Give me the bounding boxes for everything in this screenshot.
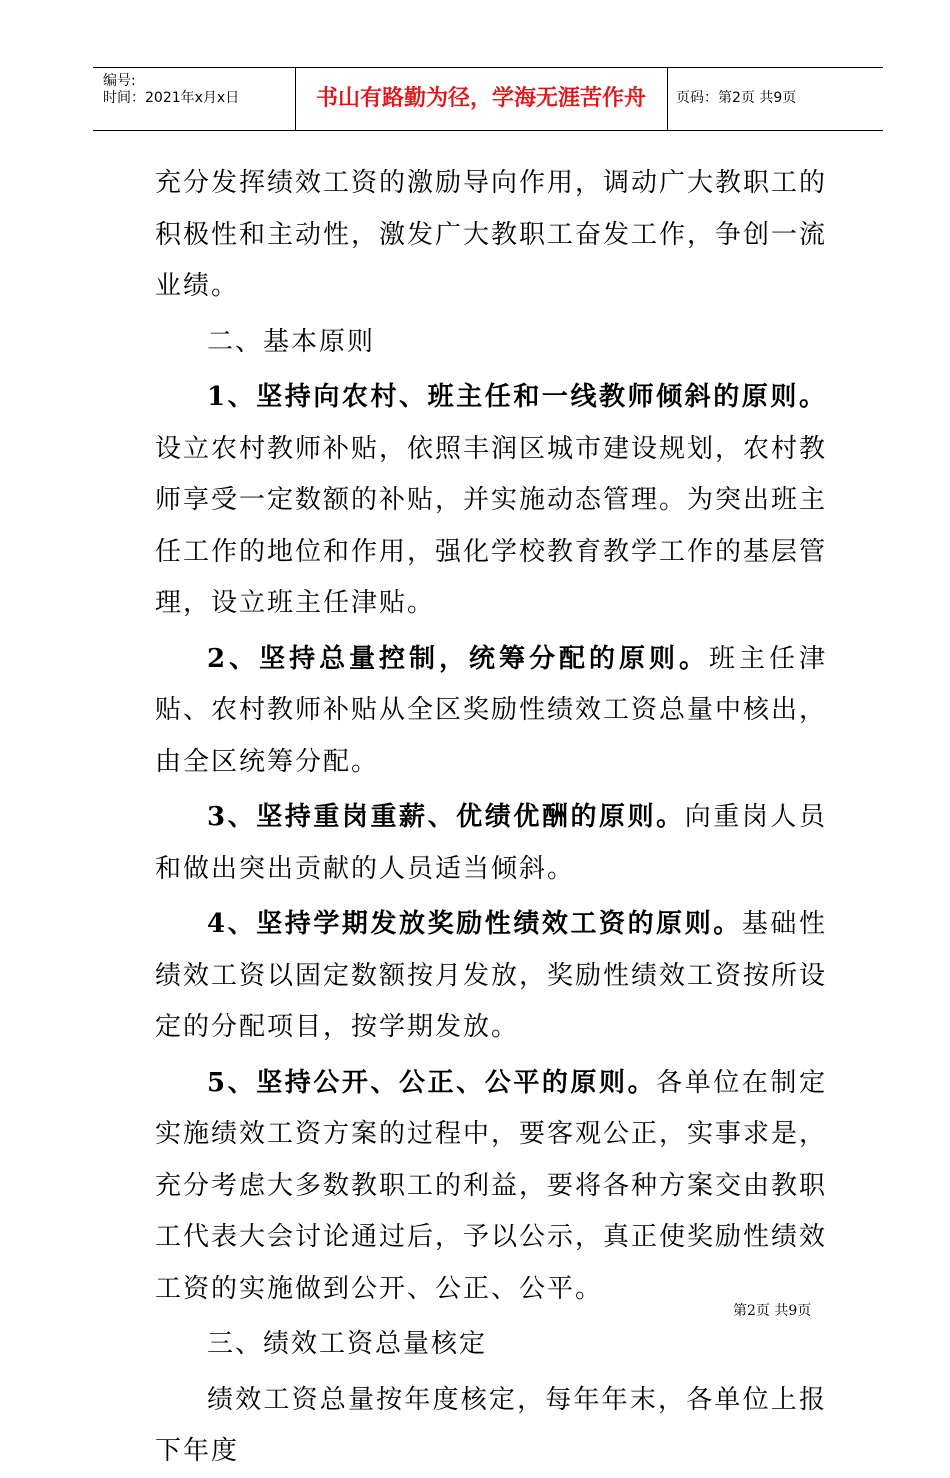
time-label: 时间：2021年x月x日 — [103, 90, 240, 106]
section-heading — [155, 1319, 827, 1371]
principle-title: 3、坚持重岗重薪、优绩优酬的原则。 — [207, 802, 685, 832]
principle-paragraph — [155, 634, 827, 789]
principle-text: 班主任津贴、农村教师补贴从全区奖励性绩效工资总量中核出，由全区统筹分配。 — [155, 643, 828, 777]
header-meta-cell — [93, 68, 296, 130]
page-header — [93, 67, 883, 131]
section-heading-text: 二、基本原则 — [207, 326, 376, 357]
principle-title: 4、坚持学期发放奖励性绩效工资的原则。 — [207, 909, 742, 939]
header-motto-cell — [295, 68, 668, 130]
principle-paragraph — [155, 1058, 827, 1316]
principle-title: 1、坚持向农村、班主任和一线教师倾斜的原则。 — [207, 382, 827, 412]
principle-text: 向重岗人员和做出突出贡献的人员适当倾斜。 — [155, 802, 827, 884]
principle-text: 基础性绩效工资以固定数额按月发放，奖励性绩效工资按所设定的分配项目，按学期发放。 — [155, 909, 828, 1042]
principle-title: 2、坚持总量控制，统筹分配的原则。 — [207, 643, 709, 674]
principle-paragraph — [155, 792, 827, 895]
principle-paragraph — [155, 899, 827, 1054]
number-label: 编号: — [103, 73, 136, 89]
paragraph: 充分发挥绩效工资的激励导向作用，调动广大教职工的积极性和主动性，激发广大教职工奋发工作，争创一流业绩。 — [155, 168, 828, 301]
page-footer: 第2页 共9页 — [733, 1303, 812, 1319]
principle-text: 设立农村教师补贴，依照丰润区城市建设规划，农村教师享受一定数额的补贴，并实施动态管理。为突出班主任工作的地位和作用，强化学校教育教学工作的基层管理，设立班主任津贴。 — [155, 433, 828, 618]
page-label: 页码：第2页 共9页 — [676, 90, 797, 106]
document-body — [155, 158, 827, 1478]
paragraph: 绩效工资总量按年度核定，每年年末，各单位上报下年度 — [155, 1384, 827, 1466]
section-heading — [155, 317, 827, 369]
principle-text: 各单位在制定实施绩效工资方案的过程中，要客观公正，实事求是，充分考虑大多数教职工的利益，要将各种方案交由教职工代表大会讨论通过后，予以公示，真正使奖励性绩效工资的实施做到公开、公正、公平。 — [155, 1067, 828, 1304]
principle-paragraph — [155, 372, 827, 630]
motto-text: 书山有路勤为径，学海无涯苦作舟 — [315, 86, 646, 111]
section-heading-text: 三、绩效工资总量核定 — [207, 1329, 488, 1359]
principle-title: 5、坚持公开、公正、公平的原则。 — [207, 1067, 657, 1098]
header-page-cell — [668, 68, 883, 130]
